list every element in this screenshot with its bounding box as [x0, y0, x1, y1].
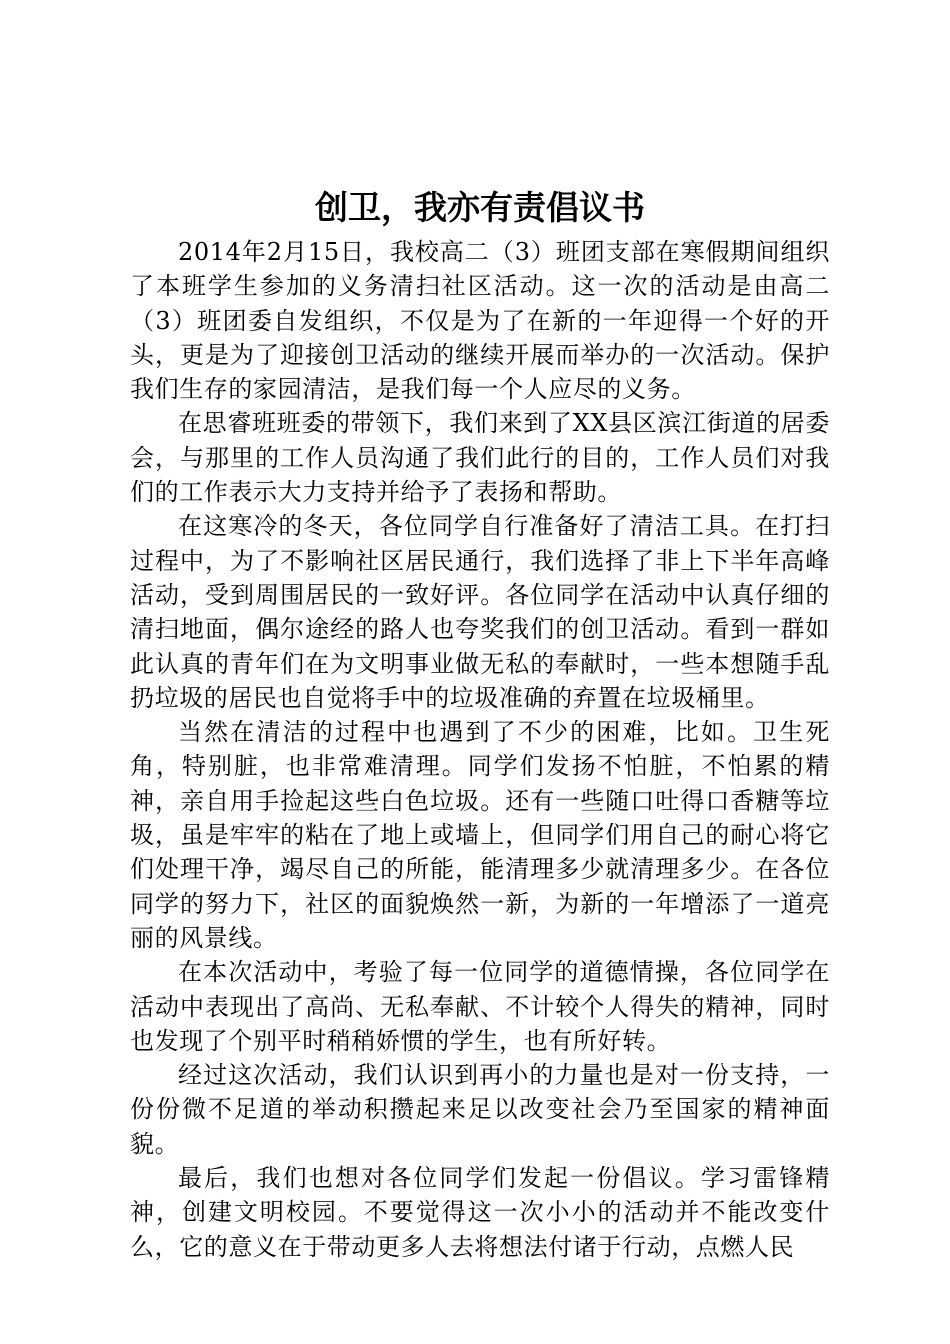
document-body	[130, 235, 830, 1264]
document-title: 创卫，我亦有责倡议书	[315, 188, 645, 227]
paragraph: 最后，我们也想对各位同学们发起一份倡议。学习雷锋精神，创建文明校园。不要觉得这一次小小的活动并不能改变什么，它的意义在于带动更多人去将想法付诸于行动，点燃人民	[130, 1164, 830, 1261]
paragraph: 在这寒冷的冬天，各位同学自行准备好了清洁工具。在打扫过程中，为了不影响社区居民通行，我们选择了非上下半年高峰活动，受到周围居民的一致好评。各位同学在活动中认真仔细的清扫地面，偶尔途经的路人也夸奖我们的创卫活动。看到一群如此认真的青年们在为文明事业做无私的奉献时，一些本想随手乱扔垃圾的居民也自觉将手中的垃圾准确的弃置在垃圾桶里。	[130, 512, 830, 712]
paragraph: 当然在清洁的过程中也遇到了不少的困难，比如。卫生死角，特别脏，也非常难清理。同学们发扬不怕脏，不怕累的精神，亲自用手捡起这些白色垃圾。还有一些随口吐得口香糖等垃圾，虽是牢牢的粘在了地上或墙上，但同学们用自己的耐心将它们处理干净，竭尽自己的所能，能清理多少就清理多少。在各位同学的努力下，社区的面貌焕然一新，为新的一年增添了一道亮丽的风景线。	[130, 718, 830, 952]
paragraph: 经过这次活动，我们认识到再小的力量也是对一份支持，一份份微不足道的举动积攒起来足以改变社会乃至国家的精神面貌。	[130, 1061, 830, 1158]
paragraph: 在思睿班班委的带领下，我们来到了XX县区滨江街道的居委会，与那里的工作人员沟通了我们此行的目的，工作人员们对我们的工作表示大力支持并给予了表扬和帮助。	[130, 409, 830, 507]
paragraph: 在本次活动中，考验了每一位同学的道德情操，各位同学在活动中表现出了高尚、无私奉献、不计较个人得失的精神，同时也发现了个别平时稍稍娇惯的学生，也有所好转。	[130, 958, 830, 1055]
paragraph: 2014年2月15日，我校高二（3）班团支部在寒假期间组织了本班学生参加的义务清扫社区活动。这一次的活动是由高二（3）班团委自发组织，不仅是为了在新的一年迎得一个好的开头，更是为了迎接创卫活动的继续开展而举办的一次活动。保护我们生存的家园清洁，是我们每一个人应尽的义务。	[130, 238, 830, 404]
